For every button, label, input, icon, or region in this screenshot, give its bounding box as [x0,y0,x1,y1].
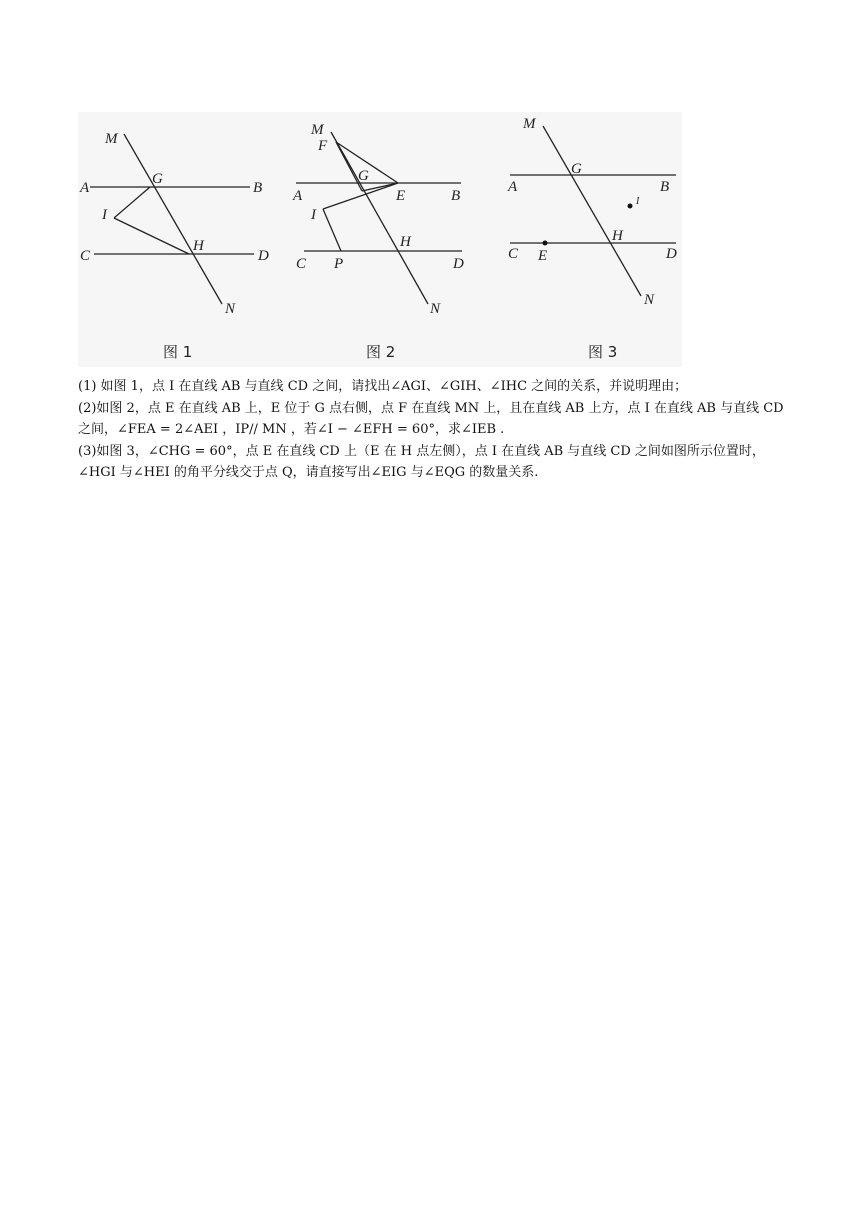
figures-panel [78,112,682,367]
fig3-label-m: M [523,116,536,132]
fig2-label-f: F [318,138,328,154]
fig2-label-b: B [451,188,461,204]
fig2-label-a: A [293,188,303,204]
fig2-label-n: N [430,301,441,317]
fig2-label-c: C [296,256,307,272]
fig3-label-i: I [636,196,640,207]
fig3-label-h: H [612,228,623,244]
fig1-label-i: I [102,207,107,223]
fig1-label-a: A [80,180,90,196]
segment-ip [323,209,341,251]
fig3-label-d: D [666,246,677,262]
question-2: (2)如图 2，点 E 在直线 AB 上，E 位于 G 点右侧，点 F 在直线 MN 上，且在直线 AB 上方，点 I 在直线 AB 与直线 CD 之间，∠FEA = 2∠AEI ，IP// MN ，若∠I − ∠EFH = 60°，求∠IEB . [78,400,784,437]
fig2-label-p: P [334,256,344,272]
fig3-caption: 图 3 [588,343,618,361]
fig1-caption: 图 1 [163,343,193,361]
line-mn [124,134,222,304]
line-mn [543,126,641,296]
fig1-label-g: G [152,171,163,187]
fig1-label-n: N [225,301,236,317]
fig1-label-c: C [80,248,91,264]
fig3-label-c: C [508,246,519,262]
figure-1 [90,134,254,304]
fig2-caption: 图 2 [366,343,396,361]
fig3-label-e: E [538,248,548,264]
problem-text [78,376,790,484]
fig2-label-g: G [358,168,369,184]
fig2-label-d: D [453,256,464,272]
fig2-label-i: I [311,207,316,223]
fig2-label-m: M [311,122,324,138]
fig3-label-a: A [508,179,518,195]
fig1-label-h: H [193,238,204,254]
question-1: (1) 如图 1，点 I 在直线 AB 与直线 CD 之间，请找出∠AGI、∠GIH、∠IHC 之间的关系，并说明理由； [78,379,688,394]
fig1-label-d: D [258,248,269,264]
segment-ih [114,218,189,254]
fig3-label-g: G [571,161,582,177]
fig2-label-e: E [396,188,406,204]
point-i-dot [628,204,633,209]
figure-3 [510,126,676,296]
fig3-label-b: B [660,179,670,195]
fig1-label-b: B [253,180,263,196]
question-3: (3)如图 3，∠CHG = 60°，点 E 在直线 CD 上（E 在 H 点左侧），点 I 在直线 AB 与直线 CD 之间如图所示位置时，∠HGI 与∠HEI 的角平分线交于点 Q，请直接写出∠EIG 与∠EQG 的数量关系. [78,443,765,480]
fig2-label-h: H [400,234,411,250]
point-e-dot [543,241,548,246]
geometry-figures [78,112,682,367]
segment-gi [114,187,150,218]
figure-2 [296,132,462,304]
fig3-label-n: N [644,292,655,308]
line-mn [331,132,428,304]
fig1-label-m: M [105,131,118,147]
